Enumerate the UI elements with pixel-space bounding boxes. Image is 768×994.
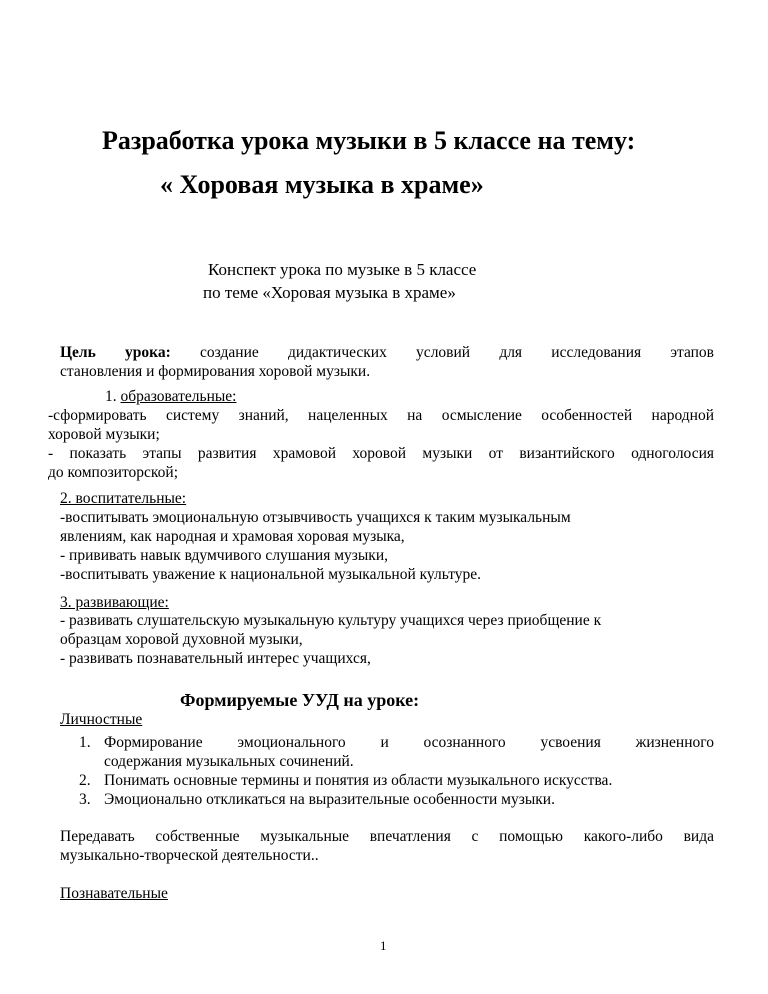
developing-line-3: - развивать познавательный интерес учащихся,: [60, 650, 371, 667]
developing-heading: 3. развивающие:: [60, 594, 169, 611]
personal-heading: Личностные: [60, 711, 143, 728]
uud-item-2-text: Понимать основные термины и понятия из области музыкального искусства.: [104, 772, 613, 789]
goal-line-1: [60, 343, 714, 362]
educational-line-4: до композиторской;: [48, 464, 179, 481]
developing-line-2: образцам хоровой духовной музыки,: [60, 631, 303, 648]
educational-line-3: - показать этапы развития храмовой хоровой музыки от византийского одноголосия: [48, 445, 714, 462]
subtitle-line-1: Конспект урока по музыке в 5 классе: [208, 260, 477, 279]
educational-number: 1.: [105, 388, 117, 405]
uud-item-1-line-2: содержания музыкальных сочинений.: [104, 753, 354, 770]
document-title-line-1: Разработка урока музыки в 5 классе на тему:: [102, 126, 636, 155]
upbringing-line-4: -воспитывать уважение к национальной музыкальной культуре.: [60, 566, 482, 583]
educational-heading: [105, 387, 237, 406]
uud-item-1-number: 1.: [79, 734, 91, 751]
uud-item-1-line-1: Формирование эмоционального и осознанного усвоения жизненного: [104, 734, 714, 751]
uud-paragraph-line-2: музыкально-творческой деятельности..: [60, 847, 319, 864]
upbringing-line-3: - прививать навык вдумчивого слушания музыки,: [60, 547, 389, 564]
educational-line-2: хоровой музыки;: [48, 426, 160, 443]
uud-paragraph-line-1: Передавать собственные музыкальные впечатления с помощью какого-либо вида: [60, 828, 714, 845]
uud-item-2-number: 2.: [79, 772, 91, 789]
upbringing-line-2: явлениям, как народная и храмовая хоровая музыка,: [60, 528, 405, 545]
subtitle-line-2: по теме «Хоровая музыка в храме»: [203, 283, 456, 302]
uud-heading: Формируемые УУД на уроке:: [180, 690, 420, 710]
developing-line-1: - развивать слушательскую музыкальную культуру учащихся через приобщение к: [60, 612, 602, 629]
goal-label: Цель урока:: [60, 344, 171, 361]
document-title-line-2: « Хоровая музыка в храме»: [160, 170, 484, 199]
page-number: 1: [380, 938, 387, 953]
upbringing-line-1: -воспитывать эмоциональную отзывчивость учащихся к таким музыкальным: [60, 509, 571, 526]
goal-text: создание дидактических условий для исследования этапов: [200, 344, 714, 361]
goal-line-2: становления и формирования хоровой музыки.: [60, 363, 371, 380]
cognitive-heading: Познавательные: [60, 885, 168, 902]
educational-line-1: -сформировать систему знаний, нацеленных на осмысление особенностей народной: [48, 407, 714, 424]
educational-heading-text: образовательные:: [120, 388, 237, 405]
uud-item-3-number: 3.: [79, 791, 91, 808]
upbringing-heading: 2. воспитательные:: [60, 490, 187, 507]
uud-item-3-text: Эмоционально откликаться на выразительные особенности музыки.: [104, 791, 555, 808]
